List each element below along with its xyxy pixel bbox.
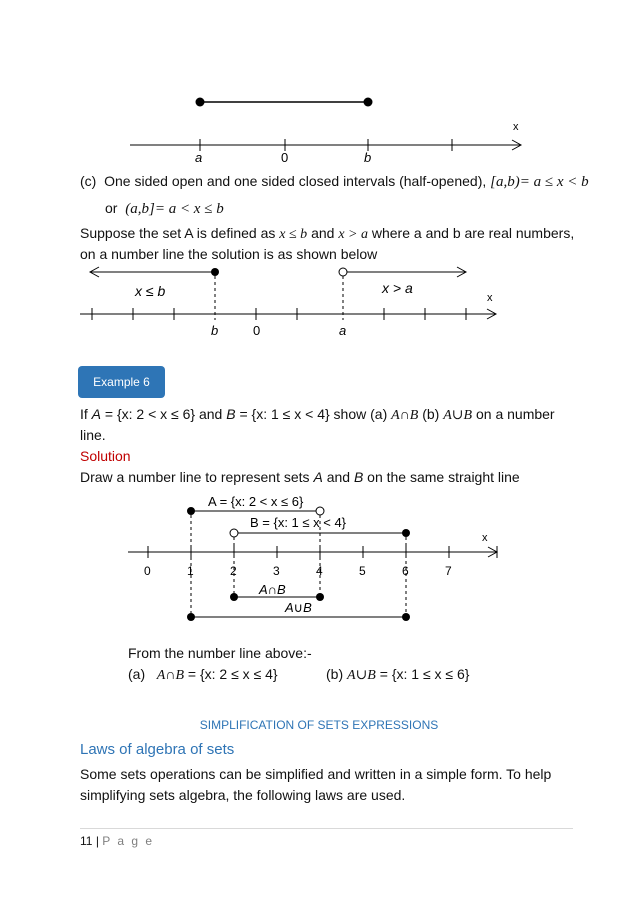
instruction-end: on the same straight line <box>367 469 520 485</box>
intersection-label: A∩B <box>259 582 286 597</box>
axis-label-x: x <box>482 532 488 544</box>
section-paragraph-line-2: simplifying sets algebra, the following laws are used. <box>80 787 406 803</box>
instruction-set-a: A <box>313 469 323 485</box>
axis-label-x: x <box>487 292 493 304</box>
axis-label-x: x <box>513 121 519 133</box>
tick-label-zero: 0 <box>253 323 261 338</box>
result-intro: From the number line above:- <box>128 645 312 661</box>
tick-label-1: 1 <box>187 564 194 578</box>
result-a <box>128 665 278 685</box>
result-b-value: = {x: 1 ≤ x ≤ 6} <box>379 666 470 682</box>
or-word: or <box>105 200 118 216</box>
item-c-text: One sided open and one sided closed intervals (half-opened), <box>104 173 487 189</box>
set-a-closed-endpoint <box>187 507 195 515</box>
tick-label-b: b <box>211 323 219 338</box>
set-a-name: A <box>91 406 102 422</box>
page-footer <box>80 833 154 849</box>
half-open-formula-2: (a,b]= a < x ≤ b <box>125 201 224 217</box>
union-endpoint-left <box>187 613 195 621</box>
page-number: 11 <box>80 834 93 848</box>
tick-label-6: 6 <box>402 564 409 578</box>
tick-label-0: 0 <box>144 564 151 578</box>
result-b <box>326 665 469 685</box>
section-heading: SIMPLIFICATION OF SETS EXPRESSIONS <box>199 718 439 732</box>
q-if: If <box>80 406 88 422</box>
intersection-expr: A∩B <box>391 408 419 423</box>
tick-label-b: b <box>364 150 372 165</box>
set-b-definition: = {x: 1 ≤ x < 4} show (a) <box>239 406 388 422</box>
set-a-definition: = {x: 2 < x ≤ 6} and <box>104 406 223 422</box>
suppose-text-end: where a and b are real numbers, <box>371 225 575 241</box>
union-expr: A∪B <box>443 408 473 423</box>
footer-separator: | <box>95 834 99 848</box>
and-word: and <box>311 225 335 241</box>
tick-label-a: a <box>339 323 347 338</box>
intersection-endpoint-right <box>316 593 324 601</box>
section-subheading: Laws of algebra of sets <box>80 741 235 758</box>
instruction-and: and <box>326 469 351 485</box>
union-endpoint-right <box>402 613 410 621</box>
ray-left-label: x ≤ b <box>135 283 166 299</box>
solution-heading: Solution <box>80 448 131 464</box>
tick-label-7: 7 <box>445 564 452 578</box>
ray-right-label: x > a <box>382 280 413 296</box>
tick-label-a: a <box>195 150 203 165</box>
example-badge: Example 6 <box>78 366 165 398</box>
set-b-open-endpoint <box>230 529 238 537</box>
set-a-label: A = {x: 2 < x ≤ 6} <box>208 494 304 509</box>
instruction-set-b: B <box>353 469 364 485</box>
instruction-text: Draw a number line to represent sets <box>80 469 310 485</box>
set-b-name: B <box>226 406 236 422</box>
intersection-endpoint-left <box>230 593 238 601</box>
tick-label-5: 5 <box>359 564 366 578</box>
set-b-closed-endpoint <box>402 529 410 537</box>
q-part-b: (b) <box>422 406 440 422</box>
condition-x-le-b: x ≤ b <box>279 227 308 242</box>
union-label: A∪B <box>285 600 312 615</box>
q-end: on a number <box>475 406 555 422</box>
item-c-prefix: (c) <box>80 173 97 189</box>
section-paragraph-line-1: Some sets operations can be simplified and written in a simple form. To help <box>80 766 552 782</box>
suppose-text: Suppose the set A is defined as <box>80 225 276 241</box>
tick-label-2: 2 <box>230 564 237 578</box>
half-open-formula-1: [a,b)= a ≤ x < b <box>490 174 589 190</box>
set-a-open-endpoint <box>316 507 324 515</box>
suppose-line-2: on a number line the solution is as shown below <box>80 246 378 262</box>
tick-label-zero: 0 <box>281 150 289 165</box>
result-b-prefix: (b) <box>326 666 344 682</box>
result-a-prefix: (a) <box>128 666 146 682</box>
page-word: P a g e <box>102 834 155 848</box>
result-a-expr: A∩B <box>156 668 185 683</box>
result-a-value: = {x: 2 ≤ x ≤ 4} <box>187 666 278 682</box>
tick-label-3: 3 <box>273 564 280 578</box>
condition-x-gt-a: x > a <box>338 227 368 242</box>
footer-divider <box>80 828 573 829</box>
result-b-expr: A∪B <box>347 668 376 683</box>
set-b-label: B = {x: 1 ≤ x < 4} <box>250 515 347 530</box>
tick-label-4: 4 <box>316 564 323 578</box>
example-question-line-2: line. <box>80 427 106 443</box>
